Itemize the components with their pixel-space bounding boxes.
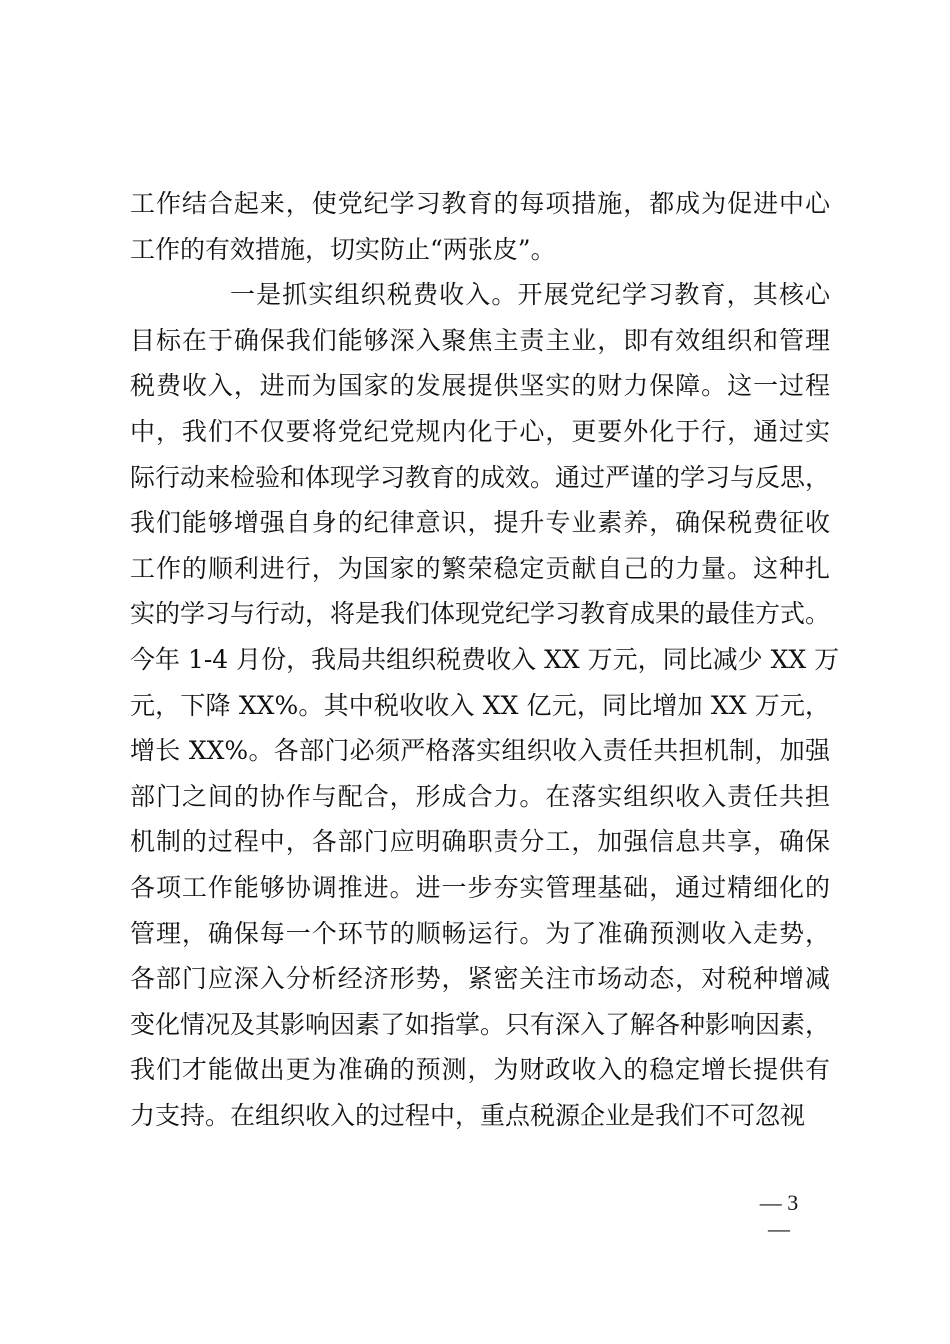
text-line: 工作结合起来，使党纪学习教育的每项措施，都成为促进中心 xyxy=(130,189,830,218)
text-line: 目标在于确保我们能够深入聚焦主责主业，即有效组织和管理 xyxy=(130,325,830,355)
text-line: 各部门应深入分析经济形势，紧密关注市场动态，对税种增减 xyxy=(130,964,830,994)
text-line: 变化情况及其影响因素了如指掌。只有深入了解各种影响因素， xyxy=(130,1009,831,1039)
text-line: 税费收入，进而为国家的发展提供坚实的财力保障。这一过程 xyxy=(130,371,830,401)
page-number: — 3 — xyxy=(759,1190,799,1241)
paragraph-first-line: 一是抓实组织税费收入。开展党纪学习教育，其核心 xyxy=(230,280,830,310)
text-line: 部门之间的协作与配合，形成合力。在落实组织收入责任共担 xyxy=(130,781,830,811)
text-line: 管理，确保每一个环节的顺畅运行。为了准确预测收入走势， xyxy=(130,918,830,948)
text-line: 我们才能做出更为准确的预测，为财政收入的稳定增长提供有 xyxy=(130,1055,830,1085)
text-line: 增长 XX%。各部门必须严格落实组织收入责任共担机制，加强 xyxy=(130,736,830,766)
text-line: 中，我们不仅要将党纪党规内化于心，更要外化于行，通过实 xyxy=(130,416,830,446)
text-line: 我们能够增强自身的纪律意识，提升专业素养，确保税费征收 xyxy=(130,508,830,538)
text-line: 机制的过程中，各部门应明确职责分工，加强信息共享，确保 xyxy=(130,827,830,857)
text-line: 力支持。在组织收入的过程中，重点税源企业是我们不可忽视 xyxy=(130,1100,806,1130)
text-line: 今年 1-4 月份，我局共组织税费收入 XX 万元，同比减少 XX 万 xyxy=(130,644,840,674)
text-line: 元，下降 XX%。其中税收收入 XX 亿元，同比增加 XX 万元， xyxy=(130,690,830,720)
text-line: 各项工作能够协调推进。进一步夯实管理基础，通过精细化的 xyxy=(130,872,830,902)
text-line: 工作的顺利进行，为国家的繁荣稳定贡献自己的力量。这种扎 xyxy=(130,553,830,583)
text-line: 实的学习与行动，将是我们体现党纪学习教育成果的最佳方式。 xyxy=(130,599,831,629)
text-line: 际行动来检验和体现学习教育的成效。通过严谨的学习与反思， xyxy=(130,462,831,492)
text-line: 工作的有效措施，切实防止“两张皮”。 xyxy=(130,234,556,264)
body-text xyxy=(130,181,840,1138)
